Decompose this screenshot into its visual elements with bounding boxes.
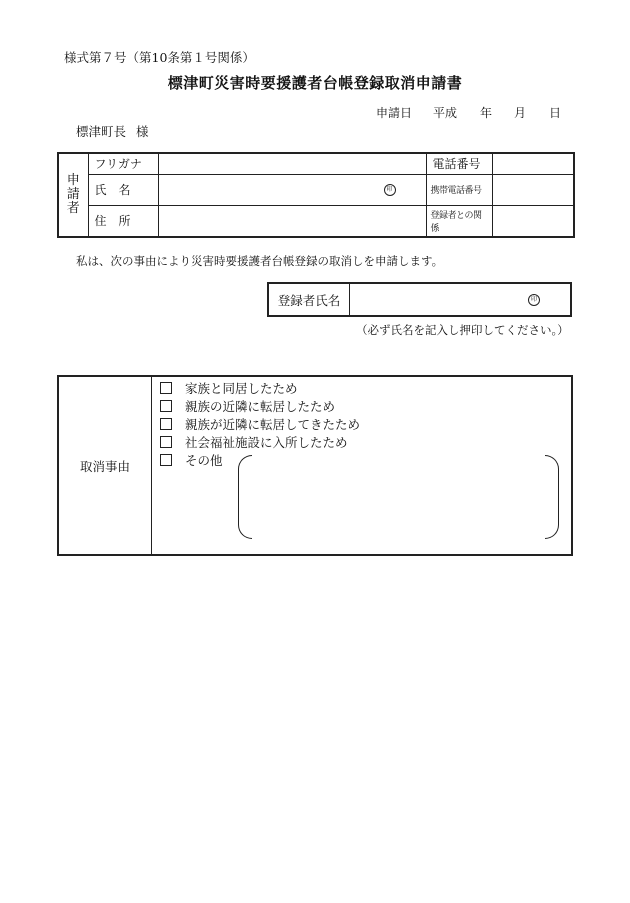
mobile-field[interactable] [492,174,574,205]
furigana-field[interactable] [158,153,426,174]
reason-option-label: その他 [185,453,223,468]
other-reason-bracket-left [238,455,252,539]
reason-option-label: 社会福祉施設に入所したため [185,435,348,450]
date-day: 日 [549,106,562,120]
reason-option[interactable] [160,415,360,433]
form-number: 様式第７号（第10条第１号関係） [64,50,255,65]
declaration-text: 私は、次の事由により災害時要援護者台帳登録の取消しを申請します。 [76,254,444,268]
recipient-name: 標津町長 [76,124,127,139]
reason-option-label: 親族の近隣に転居したため [185,399,336,414]
mobile-label: 携帯電話番号 [426,174,492,205]
reason-box [57,375,573,556]
name-field[interactable] [158,174,426,205]
relation-label: 登録者との関係 [426,205,492,237]
checkbox[interactable] [160,382,172,394]
checkbox[interactable] [160,418,172,430]
reason-options [152,377,571,554]
name-label: 氏 名 [88,174,158,205]
date-month: 月 [514,106,527,120]
applicant-table [57,152,575,238]
checkbox[interactable] [160,436,172,448]
applicant-section-label: 申請者 [58,153,88,237]
date-year: 年 [480,106,493,120]
reason-label: 取消事由 [59,377,152,554]
address-field[interactable] [158,205,426,237]
date-era: 平成 [433,106,458,120]
reason-option[interactable] [160,433,348,451]
checkbox[interactable] [160,400,172,412]
checkbox[interactable] [160,454,172,466]
document-title: 標津町災害時要援護者台帳登録取消申請書 [167,74,463,92]
registrant-seal-mark: 印 [528,294,540,306]
relation-field[interactable] [492,205,574,237]
reason-option-label: 親族が近隣に転居してきたため [185,417,361,432]
registrant-label: 登録者氏名 [269,284,350,315]
recipient-honorific: 様 [136,124,149,139]
reason-option[interactable] [160,397,335,415]
name-seal-mark: 印 [384,184,396,196]
reason-option[interactable] [160,379,298,397]
reason-option-label: 家族と同居したため [185,381,298,396]
registrant-note: （必ず氏名を記入し押印してください。） [356,323,569,337]
registrant-name-field[interactable] [350,284,570,315]
phone-label: 電話番号 [426,153,492,174]
furigana-label: フリガナ [88,153,158,174]
recipient [76,122,149,140]
other-reason-bracket-right [545,455,559,539]
phone-field[interactable] [492,153,574,174]
application-date-label: 申請日 [376,106,413,120]
reason-option-other[interactable] [160,451,223,469]
registrant-box [267,282,572,317]
address-label: 住 所 [88,205,158,237]
